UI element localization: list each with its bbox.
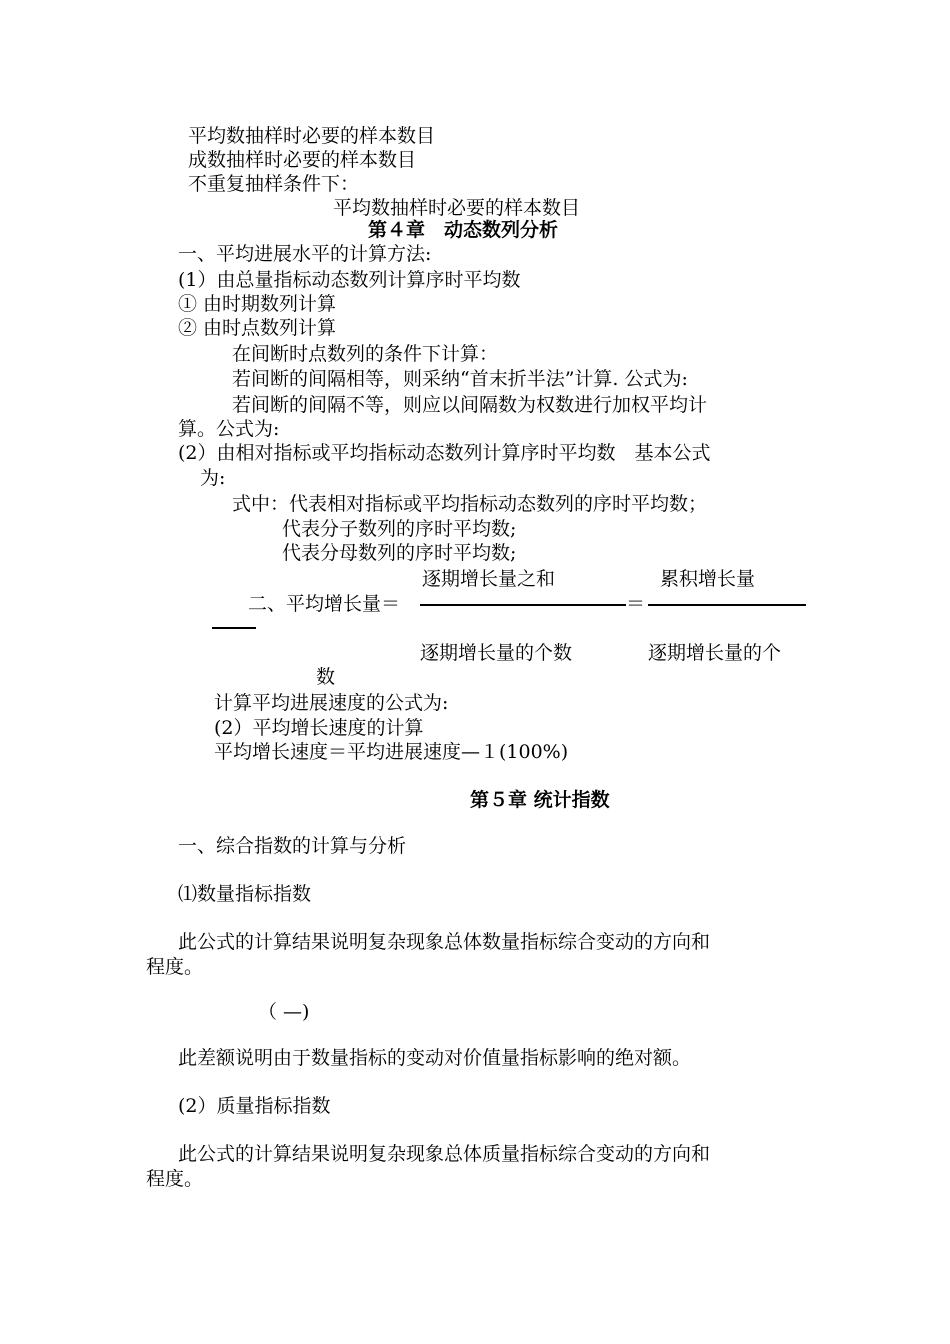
paragraph: 此公式的计算结果说明复杂现象总体质量指标综合变动的方向和	[178, 1143, 711, 1165]
sampling-line-2: 成数抽样时必要的样本数目	[188, 149, 417, 171]
formula-denominator: 逐期增长量的个	[648, 642, 782, 664]
paragraph: 此差额说明由于数量指标的变动对价值量指标影响的绝对额。	[178, 1047, 692, 1069]
list-item: ② 由时点数列计算	[178, 317, 337, 339]
formula-numerator: 累积增长量	[660, 568, 756, 590]
fraction-bar	[648, 604, 806, 606]
formula-denominator: 数	[316, 666, 336, 688]
paragraph: 在间断时点数列的条件下计算：	[232, 343, 499, 365]
paragraph: 式中：代表相对指标或平均指标动态数列的序时平均数；	[232, 493, 708, 515]
list-item: ① 由时期数列计算	[178, 293, 337, 315]
paragraph: 计算平均进展速度的公式为:	[214, 692, 449, 714]
paragraph: 程度。	[146, 956, 204, 978]
sampling-line-3: 不重复抽样条件下：	[188, 173, 360, 195]
fraction-bar	[420, 604, 626, 606]
formula-equals: ＝	[626, 593, 646, 615]
paragraph: (1）由总量指标动态数列计算序时平均数	[178, 269, 521, 291]
paragraph: ⑴数量指标指数	[178, 883, 312, 905]
formula-label: 二、平均增长量＝	[248, 593, 401, 615]
sampling-line-4: 平均数抽样时必要的样本数目	[333, 197, 581, 219]
paragraph: 此公式的计算结果说明复杂现象总体数量指标综合变动的方向和	[178, 931, 711, 953]
paragraph: 程度。	[146, 1168, 204, 1190]
paragraph: 为:	[200, 467, 226, 489]
sampling-line-1: 平均数抽样时必要的样本数目	[188, 125, 436, 147]
paragraph: (2）平均增长速度的计算	[214, 717, 424, 739]
paragraph: 若间断的间隔不等，则应以间隔数为权数进行加权平均计	[232, 394, 708, 416]
paragraph: （ —)	[258, 1001, 310, 1023]
paragraph: 若间断的间隔相等，则采纳“首末折半法”计算. 公式为:	[232, 368, 688, 390]
paragraph: 算。公式为:	[178, 418, 280, 440]
section-heading: 一、综合指数的计算与分析	[178, 835, 407, 857]
paragraph: 代表分母数列的序时平均数;	[282, 542, 517, 564]
fraction-bar	[212, 627, 256, 629]
paragraph: 平均增长速度＝平均进展速度—１(100%)	[214, 741, 569, 763]
chapter-4-title: 第４章 动态数列分析	[368, 219, 559, 241]
section-heading: 一、平均进展水平的计算方法:	[178, 243, 432, 265]
chapter-5-title: 第５章 统计指数	[470, 789, 610, 811]
formula-denominator: 逐期增长量的个数	[420, 642, 573, 664]
paragraph: (2）由相对指标或平均指标动态数列计算序时平均数 基本公式	[178, 442, 711, 464]
formula-numerator: 逐期增长量之和	[422, 568, 556, 590]
paragraph: 代表分子数列的序时平均数;	[282, 518, 517, 540]
paragraph: (2）质量指标指数	[178, 1095, 331, 1117]
